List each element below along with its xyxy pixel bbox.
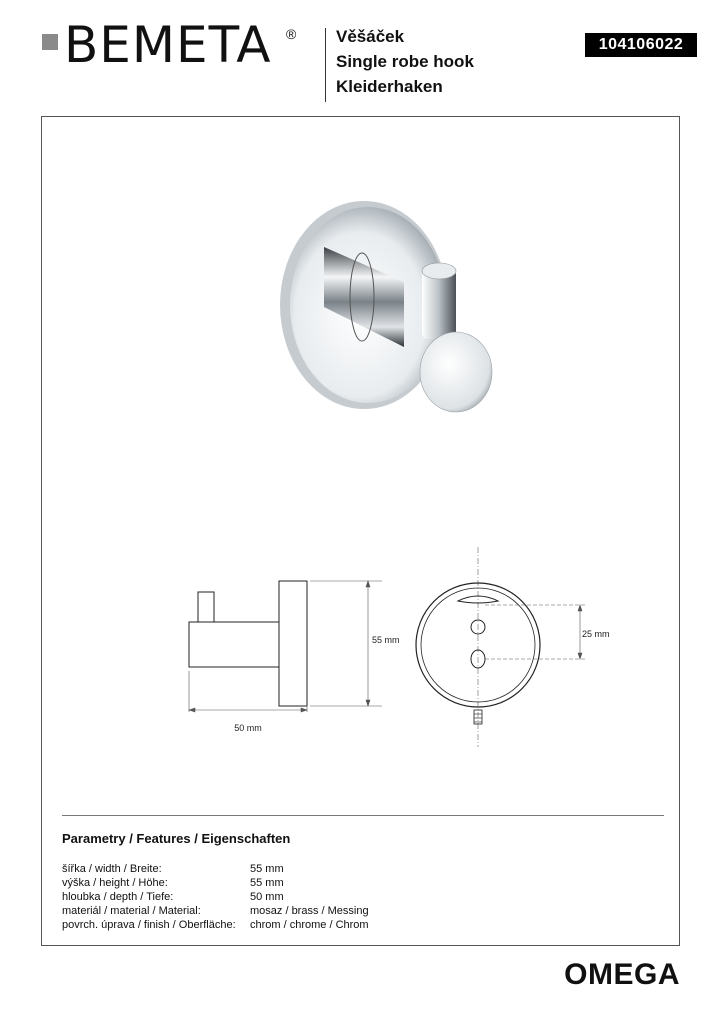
feature-label: povrch. úprava / finish / Oberfläche: (62, 919, 236, 931)
feature-label: výška / height / Höhe: (62, 877, 168, 889)
product-titles (336, 24, 474, 99)
feature-row-height (62, 876, 369, 890)
feature-label: materiál / material / Material: (62, 905, 201, 917)
side-view-pin (198, 592, 214, 622)
logo-square-mark (42, 34, 58, 50)
side-view-plate (279, 581, 307, 706)
feature-value: mosaz / brass / Messing (250, 905, 369, 917)
brand-logo: BEMETA (64, 16, 272, 74)
hole-spacing-label: 25 mm (582, 629, 610, 639)
product-sheet-frame (41, 116, 680, 946)
title-english: Single robe hook (336, 52, 474, 71)
title-divider (325, 28, 326, 102)
photo-hook-pin (422, 269, 456, 339)
product-photo (264, 187, 494, 427)
feature-label: šířka / width / Breite: (62, 863, 162, 875)
registered-mark: ® (286, 26, 297, 42)
features-table (62, 862, 369, 932)
feature-row-width (62, 862, 369, 876)
series-name: OMEGA (564, 958, 680, 991)
technical-drawing (182, 547, 610, 777)
features-heading: Parametry / Features / Eigenschaften (62, 831, 291, 846)
feature-row-depth (62, 890, 369, 904)
photo-hook-cap (420, 332, 492, 412)
feature-value: chrom / chrome / Chrom (250, 919, 369, 931)
width-dimension-label: 50 mm (234, 723, 262, 733)
hole-spacing-dimension (485, 605, 587, 659)
feature-row-finish (62, 918, 369, 932)
title-czech: Věšáček (336, 27, 405, 46)
front-view (416, 547, 540, 747)
features-divider (62, 815, 664, 816)
side-view (189, 581, 307, 706)
front-view-outer-circle (416, 583, 540, 707)
side-view-arm (189, 622, 279, 667)
height-dimension-label: 55 mm (372, 635, 400, 645)
feature-value: 50 mm (250, 891, 284, 903)
product-code-badge: 104106022 (585, 33, 697, 57)
photo-pin-top (422, 263, 456, 279)
feature-value: 55 mm (250, 877, 284, 889)
feature-value: 55 mm (250, 863, 284, 875)
feature-row-material (62, 904, 369, 918)
feature-label: hloubka / depth / Tiefe: (62, 891, 174, 903)
title-german: Kleiderhaken (336, 77, 443, 96)
